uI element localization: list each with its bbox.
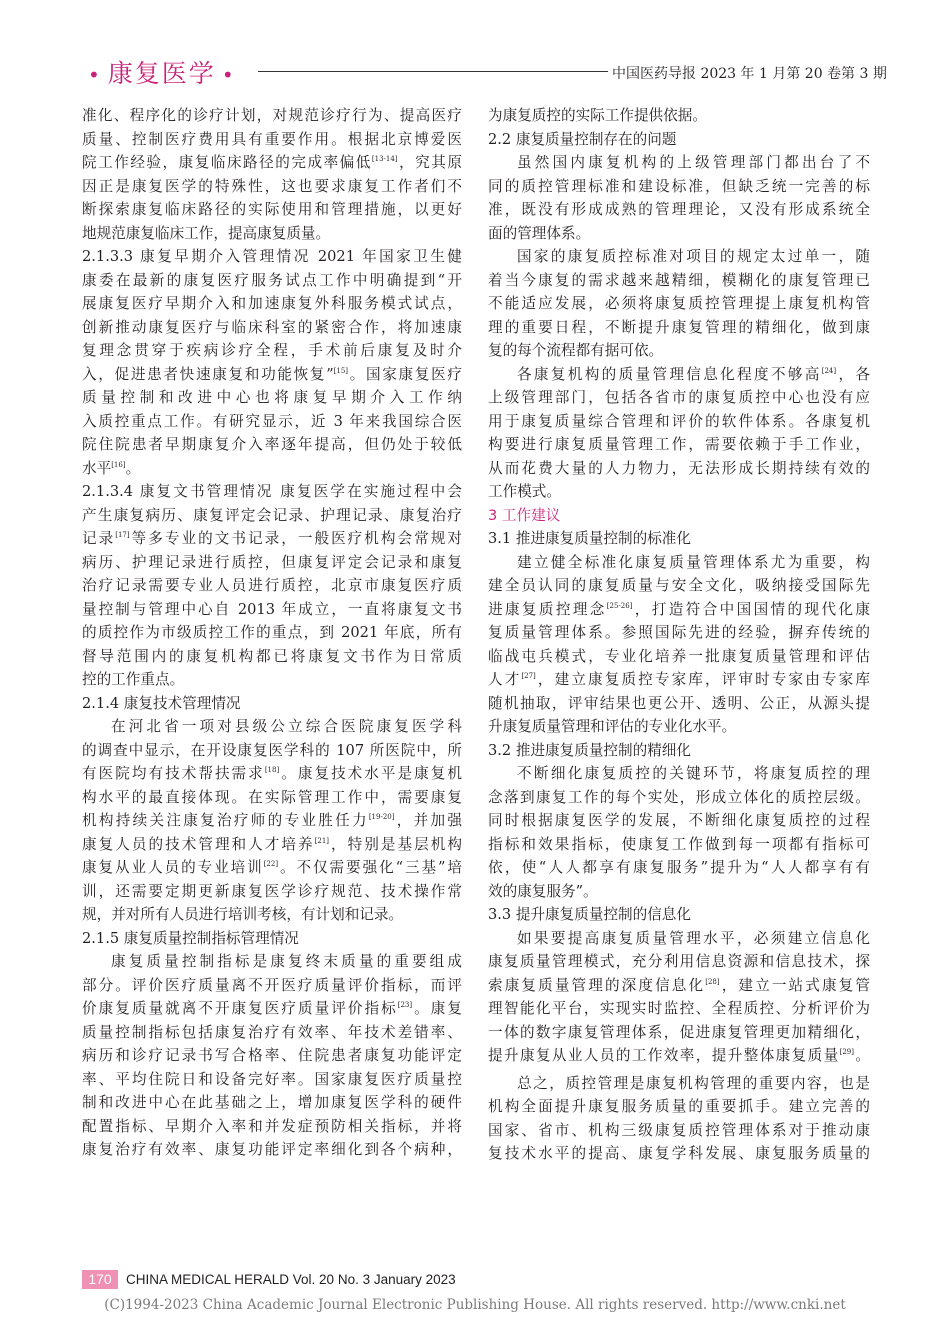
text-line <box>488 927 870 951</box>
line-text: 病历、护理记录进行质控，但康复评定会记录和康复 <box>82 553 462 571</box>
line-text: 2.1.3.3 康复早期介入管理情况 2021 年国家卫生健 <box>82 248 462 265</box>
line-text: ，建立康复质控专家库，评审时专家由专家库 <box>535 671 870 688</box>
text-line <box>488 269 870 293</box>
line-text: ，建立一站式康复管 <box>719 976 870 994</box>
line-text: 质量控制指标包括康复治疗有效率、年技术差错率、 <box>82 1023 462 1041</box>
line-text: 有医院均有技术帮扶需求 <box>82 765 265 782</box>
line-text: 一体的数字康复管理体系，促进康复管理更加精细化， <box>488 1023 870 1041</box>
text-line <box>488 950 870 974</box>
line-text: 2.2 康复质量控制存在的问题 <box>488 130 677 148</box>
text-line <box>82 1068 462 1092</box>
section-heading <box>82 692 462 716</box>
line-text: 准，既没有形成成熟的管理理论，又没有形成系统全 <box>488 201 870 218</box>
line-text: 效的康复服务”。 <box>488 882 598 900</box>
line-text: 。康复技术水平是康复机 <box>279 765 462 782</box>
line-text: 控的工作重点。 <box>82 671 185 688</box>
text-line <box>488 339 870 363</box>
line-text: 2.1.3.4 康复文书管理情况 康复医学在实施过程中会 <box>82 483 462 500</box>
text-line <box>82 950 462 974</box>
line-text: 各康复机构的质量管理信息化程度不够高 <box>517 365 822 383</box>
text-line <box>82 316 462 340</box>
line-text: 院住院患者早期康复介入率逐年提高，但仍处于较低 <box>82 436 462 453</box>
line-text: 机构全面提升康复服务质量的重要抓手。建立完善的 <box>488 1098 870 1115</box>
text-line <box>82 833 462 857</box>
line-text: ，并加强 <box>394 812 462 829</box>
text-line <box>488 574 870 598</box>
line-text: 3.3 提升康复质量控制的信息化 <box>488 906 691 923</box>
line-text: 的质控作为市级质控工作的重点，到 2021 年底，所有 <box>82 624 462 641</box>
line-text: 同的质控管理标准和建设标准，但缺乏统一完善的标 <box>488 177 870 195</box>
line-text: 复的每个流程都有据可依。 <box>488 342 664 359</box>
citation-ref: [25-26] <box>606 601 633 610</box>
line-text: 2.1.4 康复技术管理情况 <box>82 694 241 712</box>
line-text: 。康复 <box>412 1000 462 1017</box>
line-text: 临战屯兵模式，专业化培养一批康复质量管理和评估 <box>488 647 870 665</box>
line-text: 督导范围内的康复机构都已将康复文书作为日常质 <box>82 647 462 665</box>
text-line <box>82 715 462 739</box>
line-text: 构要进行康复质量管理工作，需要依赖于手工作业， <box>488 436 870 453</box>
journal-footer: CHINA MEDICAL HERALD Vol. 20 No. 3 January 2023 <box>126 1272 456 1287</box>
text-line <box>82 786 462 810</box>
text-line <box>488 198 870 222</box>
text-line <box>488 762 870 786</box>
line-text: 随机抽取，评审结果也更公开、透明、公正，从源头提 <box>488 694 870 712</box>
line-text: 入，促进患者快速康复和功能恢复” <box>82 365 334 383</box>
text-line <box>82 645 462 669</box>
section-title-text: 康复医学 <box>107 59 216 88</box>
line-text: 等多专业的文书记录，一般医疗机构会常规对 <box>129 530 462 547</box>
line-text: 升康复质量管理和评估的专业化水平。 <box>488 718 737 735</box>
line-text: 病历和诊疗记录书写合格率、住院患者康复功能评定 <box>82 1047 462 1064</box>
text-line <box>82 1115 462 1139</box>
line-text: 记录 <box>82 530 116 547</box>
text-line <box>488 175 870 199</box>
text-line <box>82 809 462 833</box>
text-line <box>82 574 462 598</box>
line-text: 的调查中显示，在开设康复医学科的 107 所医院中，所 <box>82 741 462 759</box>
line-text: 如果要提高康复质量管理水平，必须建立信息化 <box>517 929 870 947</box>
text-line <box>488 1142 870 1166</box>
line-text: 因正是康复医学的特殊性，这也要求康复工作者们不 <box>82 177 462 195</box>
citation-ref: [19-20] <box>368 813 395 821</box>
line-text: 面的管理体系。 <box>488 224 591 242</box>
text-line <box>488 715 870 739</box>
line-text: 质量、控制医疗费用具有重要作用。根据北京博爱医 <box>82 130 462 148</box>
right-column <box>488 104 870 1166</box>
text-line <box>82 386 462 410</box>
text-line <box>488 245 870 269</box>
text-line <box>82 410 462 434</box>
line-text: 理的重要日程，不断提升康复管理的精细化，做到康 <box>488 318 870 336</box>
section-heading <box>488 903 870 927</box>
line-text: 虽然国内康复机构的上级管理部门都出台了不 <box>517 154 870 171</box>
text-line <box>82 339 462 363</box>
citation-ref: [23] <box>397 1001 413 1009</box>
line-text: 机构持续关注康复治疗师的专业胜任力 <box>82 812 369 829</box>
text-line <box>82 762 462 786</box>
citation-ref: [27] <box>521 672 536 680</box>
line-text: 入质控重点工作。有研究显示，近 3 年来我国综合医 <box>82 412 462 430</box>
text-line <box>82 480 462 504</box>
line-text: 规，并对所有人员进行培训考核，有计划和记录。 <box>82 906 404 923</box>
line-text: 康委在最新的康复医疗服务试点工作中明确提到“开 <box>82 271 462 289</box>
text-line <box>82 104 462 128</box>
section-title <box>82 54 242 90</box>
text-line <box>82 292 462 316</box>
text-line <box>82 433 462 457</box>
citation-ref: [18] <box>264 766 280 774</box>
line-text: 建全员认同的康复质量与安全文化，吸纳接受国际先 <box>488 577 870 594</box>
line-text: 3.1 推进康复质量控制的标准化 <box>488 530 691 547</box>
line-text: 复质量管理体系。参照国际先进的经验，摒弃传统的 <box>488 624 870 641</box>
line-text: 配置指标、早期介入率和并发症预防相关指标，并将 <box>82 1117 462 1135</box>
text-line <box>82 1138 462 1162</box>
text-line <box>488 1072 870 1096</box>
text-line <box>82 504 462 528</box>
text-line <box>82 245 462 269</box>
line-text: ，特别是基层机构 <box>329 835 462 853</box>
text-line <box>82 903 462 927</box>
text-line <box>82 175 462 199</box>
text-line <box>488 363 870 387</box>
text-line <box>488 151 870 175</box>
text-line <box>488 292 870 316</box>
line-text: 准化、程序化的诊疗计划，对规范诊疗行为、提高医疗 <box>82 107 462 124</box>
line-text: 。 <box>125 459 141 477</box>
line-text: 指标和效果指标，使康复工作做到每一项都有指标可 <box>488 835 870 853</box>
line-text: 提升康复从业人员的工作效率，提升整体康复质量 <box>488 1047 840 1064</box>
text-line <box>488 1044 870 1068</box>
citation-ref: [16] <box>111 460 126 469</box>
line-text: 展康复医疗早期介入和加速康复外科服务模式试点， <box>82 295 462 312</box>
line-text: 为康复质控的实际工作提供依据。 <box>488 107 707 124</box>
line-text: 治疗记录需要专业人员进行质控，北京市康复医疗质 <box>82 577 462 594</box>
section-heading <box>488 504 870 528</box>
text-line <box>488 433 870 457</box>
text-line <box>488 809 870 833</box>
line-text: 3.2 推进康复质量控制的精细化 <box>488 741 691 759</box>
line-text: 同时根据康复医学的发展，不断细化康复质控的过程 <box>488 812 870 829</box>
section-heading <box>82 927 462 951</box>
text-line <box>82 198 462 222</box>
text-line <box>82 269 462 293</box>
line-text: 国家、省市、机构三级康复质控管理体系对于推动康 <box>488 1121 870 1139</box>
text-line <box>82 151 462 175</box>
text-line <box>82 621 462 645</box>
text-line <box>82 363 462 387</box>
text-line <box>488 668 870 692</box>
citation-ref: [21] <box>314 836 330 845</box>
line-text: 依，使“人人都享有康复服务”提升为“人人都享有有 <box>488 859 870 876</box>
line-text: 复理念贯穿于疾病诊疗全程，手术前后康复及时介 <box>82 342 462 359</box>
citation-ref: [22] <box>263 860 279 868</box>
text-line <box>82 668 462 692</box>
text-line <box>82 551 462 575</box>
line-text: 量控制与管理中心自 2013 年成立，一直将康复文书 <box>82 600 462 618</box>
line-text: 院工作经验，康复临床路径的完成率偏低 <box>82 154 372 171</box>
line-text: 构水平的最直接体现。在实际管理工作中，需要康复 <box>82 788 462 806</box>
text-line <box>82 1091 462 1115</box>
line-text: 工作模式。 <box>488 483 561 500</box>
line-text: 进康复质控理念 <box>488 600 607 618</box>
line-text: 上级管理部门，包括各省市的康复质控中心也没有应 <box>488 389 870 406</box>
line-text: 索康复质量管理的深度信息化 <box>488 976 706 994</box>
line-text: 念落到康复工作的每个实处，形成立体化的质控层级。 <box>488 788 870 806</box>
line-text: 人才 <box>488 671 522 688</box>
journal-info: 中国医药导报 2023 年 1 月第 20 卷第 3 期 <box>612 66 887 82</box>
text-line <box>488 1021 870 1045</box>
text-line <box>82 880 462 904</box>
text-line <box>82 856 462 880</box>
section-heading <box>488 527 870 551</box>
text-line <box>488 974 870 998</box>
citation-ref: [24] <box>821 366 837 375</box>
line-text: 从而花费大量的人力物力，无法形成长期持续有效的 <box>488 459 870 477</box>
line-text: 在河北省一项对县级公立综合医院康复医学科 <box>111 718 462 735</box>
line-text: 训，还需要定期更新康复医学诊疗规范、技术操作常 <box>82 882 462 900</box>
text-line <box>488 645 870 669</box>
line-text: 地规范康复临床工作，提高康复质量。 <box>82 224 331 242</box>
text-line <box>488 1119 870 1143</box>
text-line <box>82 527 462 551</box>
line-text: 。不仅需要强化“三基”培 <box>278 859 462 876</box>
section-heading <box>488 739 870 763</box>
text-line <box>488 997 870 1021</box>
line-text: 不能适应发展，必须将康复质控管理提上康复机构管 <box>488 295 870 312</box>
text-line <box>488 104 870 128</box>
line-text: 国家的康复质控标准对项目的规定太过单一，随 <box>517 248 870 265</box>
line-text: 康复治疗有效率、康复功能评定率细化到各个病种， <box>82 1141 462 1158</box>
text-line <box>82 598 462 622</box>
line-text: 复技术水平的提高、康复学科发展、康复服务质量的 <box>488 1145 870 1162</box>
text-line <box>488 856 870 880</box>
text-line <box>488 386 870 410</box>
line-text: ，各 <box>836 365 870 383</box>
page-number: 170 <box>82 1270 118 1289</box>
line-text: 康复人员的技术管理和人才培养 <box>82 835 315 853</box>
text-line <box>488 621 870 645</box>
text-line <box>488 833 870 857</box>
text-line <box>488 480 870 504</box>
text-line <box>488 457 870 481</box>
line-text: ，打造符合中国国情的现代化康 <box>632 600 870 618</box>
line-text: 创新推动康复医疗与临床科室的紧密合作，将加速康 <box>82 318 462 336</box>
line-text: 2.1.5 康复质量控制指标管理情况 <box>82 929 299 947</box>
text-line <box>488 316 870 340</box>
line-text: 总之，质控管理是康复机构管理的重要内容，也是 <box>517 1074 870 1092</box>
citation-ref: [15] <box>333 366 349 375</box>
text-line <box>488 786 870 810</box>
line-text: 质量控制和改进中心也将康复早期介入工作纳 <box>82 389 462 406</box>
line-text: 制和改进中心在此基础之上，增加康复医学科的硬件 <box>82 1094 462 1111</box>
line-text: 产生康复病历、康复评定会记录、护理记录、康复治疗 <box>82 506 462 524</box>
text-line <box>488 551 870 575</box>
line-text: 断探索康复临床路径的实际使用和管理措施，以更好 <box>82 201 462 218</box>
copyright-notice: (C)1994-2023 China Academic Journal Electronic Publishing House. All rights reserved. http://www.cnki.net <box>104 1297 846 1313</box>
citation-ref: [13-14] <box>371 155 398 163</box>
text-line <box>488 410 870 434</box>
line-text: 用于康复质量综合管理和评价的软件体系。各康复机 <box>488 412 870 430</box>
line-text: 率、平均住院日和设备完好率。国家康复医疗质量控 <box>82 1070 462 1088</box>
line-text: 理智能化平台，实现实时监控、全程质控、分析评价为 <box>488 1000 870 1017</box>
line-text: 康复从业人员的专业培训 <box>82 859 264 876</box>
line-text: 建立健全标准化康复质量管理体系尤为重要，构 <box>517 553 870 571</box>
text-line <box>488 1095 870 1119</box>
line-text: 不断细化康复质控的关键环节，将康复质控的理 <box>517 765 870 782</box>
text-line <box>82 1044 462 1068</box>
header-divider <box>258 71 608 72</box>
line-text: 价康复质量就离不开康复医疗质量评价指标 <box>82 1000 398 1017</box>
text-line <box>82 974 462 998</box>
text-line <box>488 222 870 246</box>
line-text: 康复质量管理模式，充分利用信息资源和信息技术，探 <box>488 953 870 970</box>
text-line <box>82 222 462 246</box>
bullet-dot-icon: • <box>221 63 236 87</box>
text-line <box>82 1021 462 1045</box>
text-line <box>488 692 870 716</box>
line-text: 部分。评价医疗质量离不开医疗质量评价指标，而评 <box>82 976 462 994</box>
text-line <box>488 598 870 622</box>
text-line <box>82 997 462 1021</box>
citation-ref: [29] <box>839 1048 854 1056</box>
line-text: 3 工作建议 <box>488 506 561 524</box>
section-heading <box>488 128 870 152</box>
citation-ref: [28] <box>705 977 720 986</box>
left-column <box>82 104 462 1162</box>
text-line <box>82 457 462 481</box>
text-line <box>82 128 462 152</box>
line-text: 康复质量控制指标是康复终末质量的重要组成 <box>111 953 462 970</box>
line-text: 。国家康复医疗 <box>348 365 462 383</box>
citation-ref: [17] <box>115 531 130 539</box>
line-text: 水平 <box>82 459 112 477</box>
line-text: ，究其原 <box>397 154 462 171</box>
text-line <box>82 739 462 763</box>
bullet-dot-icon: • <box>88 63 102 87</box>
line-text: 着当今康复的需求越来越精细，模糊化的康复管理已 <box>488 271 870 289</box>
line-text: 。 <box>854 1047 870 1064</box>
text-line <box>488 880 870 904</box>
